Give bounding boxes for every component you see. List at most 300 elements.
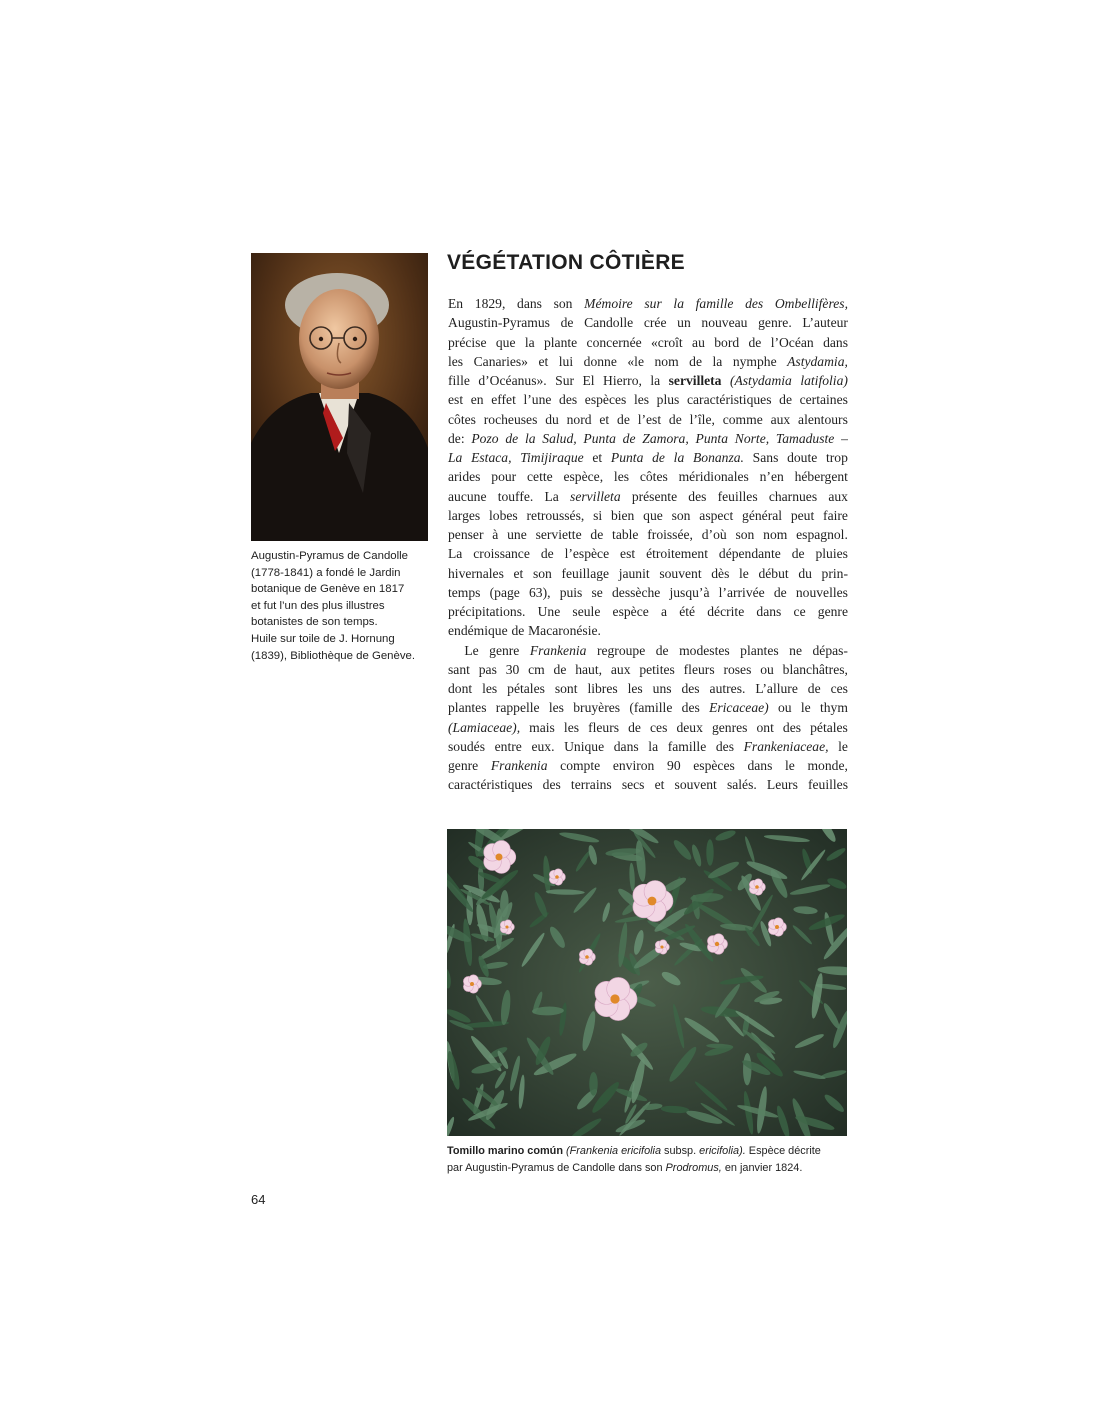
body-word: de: (448, 430, 465, 446)
body-word: donne (583, 353, 617, 369)
body-word: Macaronésie. (528, 623, 601, 639)
body-word: dépendante (718, 546, 781, 562)
body-word: sur (644, 296, 662, 311)
body-word: «croît (650, 334, 683, 350)
body-word: cm (528, 661, 545, 677)
body-word: autres. (709, 681, 746, 696)
body-word: (Lamiaceae), (448, 719, 521, 735)
body-word: aux (610, 661, 631, 677)
body-word: seule (572, 604, 601, 619)
body-word: un (677, 315, 691, 331)
photo-image (447, 829, 847, 1136)
body-word: et (654, 777, 665, 793)
body-word: a (660, 604, 668, 619)
body-word: des (688, 488, 707, 504)
photo-caption-segment: ericifolia). (699, 1145, 746, 1157)
body-word: Leurs (766, 777, 798, 793)
body-word: genre (817, 604, 848, 619)
body-word: 1829, (474, 296, 506, 311)
body-word: le (838, 738, 848, 754)
body-line (448, 333, 848, 352)
body-word: terrains (570, 777, 612, 793)
body-word: genre (489, 642, 520, 658)
body-word: nord (566, 411, 592, 427)
body-word: décrite (707, 604, 745, 619)
body-word: secs (621, 777, 645, 793)
body-word: regroupe (596, 642, 646, 658)
body-word: de (622, 430, 636, 446)
body-word: servilleta (668, 373, 722, 388)
body-word: bord (714, 334, 740, 350)
body-word: caractéristiques (686, 392, 772, 408)
body-word: eux. (531, 738, 555, 754)
body-line (448, 410, 848, 429)
portrait-caption-line: Augustin-Pyramus de Candolle (251, 550, 409, 562)
body-word: effet (491, 392, 516, 408)
body-word: dépas- (812, 642, 848, 658)
body-word: de (617, 411, 630, 427)
body-word: l’une (523, 392, 552, 408)
body-word: libres (587, 681, 618, 696)
body-word: l’espèce (564, 546, 610, 562)
body-word: espèce (612, 604, 649, 619)
body-word: son (532, 565, 552, 581)
body-word: concernée (586, 334, 642, 350)
body-word: Zamora, (642, 430, 689, 446)
body-word: aux (770, 411, 791, 427)
body-word: Salud, (542, 430, 577, 446)
page-number: 64 (251, 1192, 266, 1207)
body-word: les (563, 719, 580, 735)
body-word: dont (448, 681, 473, 696)
body-word: les (548, 700, 564, 716)
body-word: L’auteur (802, 315, 848, 331)
body-line (448, 775, 848, 794)
body-word: méridionales (678, 469, 749, 485)
body-word: été (679, 604, 696, 619)
body-word: nymphe (732, 353, 777, 369)
body-word: début (758, 565, 789, 581)
body-word: lui (558, 353, 574, 369)
photo-caption-segment: en janvier 1824. (721, 1161, 803, 1174)
portrait-caption-line: et fut l’un des plus illustres (251, 599, 385, 612)
body-word: pour (491, 469, 517, 485)
body-word: Pozo (471, 430, 499, 446)
body-word: et (538, 353, 549, 369)
photo-caption-segment: Tomillo marino común (447, 1145, 563, 1157)
body-word: (page (489, 584, 520, 600)
portrait-caption-line: botanistes de son temps. (251, 616, 378, 629)
body-word: Mémoire (584, 296, 633, 311)
body-word: Candolle (584, 315, 634, 331)
body-line (448, 737, 848, 756)
body-word: de (791, 546, 805, 562)
body-word: Sur (555, 373, 575, 388)
body-word: Unique (564, 738, 605, 754)
body-word: des (745, 296, 764, 311)
body-word: trop (826, 450, 848, 465)
body-word: endémique (448, 623, 508, 639)
body-word: souvent (674, 777, 717, 793)
body-word: La (448, 450, 463, 465)
body-word: et (592, 450, 603, 465)
body-line (448, 602, 848, 621)
body-word: du (545, 411, 559, 427)
body-word: penser (448, 527, 484, 542)
body-line (448, 294, 848, 313)
body-word: plantes (740, 642, 779, 658)
body-word: puis (559, 584, 583, 600)
body-word: le (739, 565, 749, 581)
body-word: de (655, 642, 669, 658)
body-word: précise (448, 334, 487, 350)
body-line (448, 621, 848, 640)
body-word: ne (789, 642, 802, 658)
body-word: souvent (659, 565, 702, 581)
body-word: dans (823, 334, 848, 350)
body-word: de (560, 315, 574, 331)
body-word: précipitations. (448, 604, 526, 619)
portrait-caption-line: (1839), Bibliothèque de Genève. (251, 649, 416, 662)
body-word: genres (711, 719, 748, 735)
body-word: des (681, 681, 700, 696)
body-word: Bonanza. (692, 450, 744, 465)
body-word: 30 (505, 661, 520, 677)
body-word: dans (613, 738, 639, 754)
body-word: de (748, 334, 762, 350)
body-line (448, 525, 848, 544)
body-word: Frankeniaceae, (743, 738, 829, 754)
body-word: dans (756, 604, 782, 619)
body-word: Punta (695, 430, 728, 446)
body-line (448, 679, 848, 698)
body-word: Astydamia, (787, 353, 848, 369)
body-word: la (524, 334, 535, 350)
body-word: salés. (726, 777, 757, 793)
portrait-image (251, 253, 428, 541)
body-word: Frankenia (529, 642, 587, 658)
body-word: modestes (679, 642, 730, 658)
portrait-painting (251, 253, 428, 541)
body-word: en (470, 392, 484, 408)
body-word: de (807, 681, 821, 696)
body-word: Augustin-Pyramus (448, 315, 550, 331)
body-word: faire (823, 507, 848, 523)
body-word: genre. (758, 315, 792, 331)
body-word: son (553, 296, 573, 311)
body-word: compte (560, 758, 601, 773)
frankenia-flowers-photo (447, 829, 847, 1136)
body-word: froissée, (647, 527, 693, 542)
body-word: de (540, 546, 554, 562)
body-word: 90 (667, 758, 681, 773)
body-word: croissance (473, 546, 530, 562)
body-word: (Astydamia (729, 373, 792, 388)
body-line (448, 429, 848, 448)
body-word: plantes (448, 700, 487, 716)
body-line (448, 390, 848, 409)
body-word: l’est (637, 411, 662, 427)
body-word: nom (654, 353, 679, 369)
body-word: des (542, 777, 561, 793)
body-word: des (559, 392, 578, 408)
body-word: bruyères (573, 700, 621, 716)
body-word: de (779, 392, 792, 408)
body-word: environ (612, 758, 655, 773)
body-word: – (841, 430, 848, 446)
body-word: monde, (807, 758, 848, 773)
body-word: caractéristiques (448, 777, 533, 793)
body-word: au (692, 334, 705, 350)
body-word: des (715, 738, 734, 754)
body-word: Sans (752, 450, 779, 465)
body-word: ces (650, 719, 668, 735)
body-word: larges (448, 507, 481, 523)
body-word: est (448, 392, 464, 408)
body-word: feuilles (807, 777, 848, 793)
body-word: dès (711, 565, 730, 581)
body-word: que (495, 334, 516, 350)
body-word: Punta (610, 450, 644, 465)
body-word: des (681, 700, 700, 716)
body-line (448, 756, 848, 775)
portrait-caption-line: Huile sur toile de J. Hornung (251, 632, 395, 645)
body-word: espèce, (563, 469, 604, 485)
photo-caption-segment: Espèce décrite (745, 1145, 821, 1157)
body-word: certaines (799, 392, 848, 408)
body-word: aspect (699, 507, 734, 523)
body-word: retroussés, (526, 507, 585, 523)
body-word: hivernales (448, 565, 504, 581)
body-word: Norte, (734, 430, 770, 446)
body-word: servilleta (570, 488, 621, 504)
body-line (448, 467, 848, 486)
body-word: nouvelles (795, 584, 848, 600)
body-word: feuillage (561, 565, 610, 581)
body-word: dessèche (612, 584, 661, 600)
body-word: d’où (701, 527, 727, 542)
body-word: sont (554, 681, 578, 696)
body-line (448, 371, 848, 390)
body-word: plante (543, 334, 578, 350)
body-word: de (505, 430, 519, 446)
body-word: genre (448, 758, 479, 773)
body-line (448, 448, 848, 467)
body-word: le (800, 700, 811, 716)
body-word: de (668, 411, 682, 427)
body-word: pétales (810, 719, 848, 735)
body-line (448, 698, 848, 717)
body-word: de (689, 353, 702, 369)
leaf-shape (589, 1072, 598, 1096)
body-word: ou (777, 700, 792, 716)
body-word: ont (756, 719, 774, 735)
body-word: la (673, 296, 684, 311)
body-word: général (742, 507, 783, 523)
body-word: latifolia) (800, 373, 848, 388)
body-word: de (590, 527, 604, 542)
body-word: et (599, 411, 610, 427)
body-word: fleurs (683, 661, 715, 677)
body-word: présente (631, 488, 678, 504)
body-line (448, 506, 848, 525)
body-word: étroitement (646, 546, 708, 562)
body-word: Le (464, 642, 479, 658)
body-word: lobes (489, 507, 518, 523)
body-word: de (773, 584, 787, 600)
body-word: à (492, 527, 499, 542)
body-word: côtes (639, 469, 668, 485)
body-word: les (448, 353, 464, 369)
body-word: espagnol. (796, 527, 848, 542)
body-word: 63), (529, 584, 551, 600)
body-line (448, 718, 848, 737)
section-title: VÉGÉTATION CÔTIÈRE (447, 251, 685, 274)
body-word: famille (695, 296, 734, 311)
body-word: la (524, 430, 536, 446)
body-word: rocheuses (483, 411, 538, 427)
body-word: nom (763, 527, 788, 542)
body-line (448, 313, 848, 332)
body-word: Une (537, 604, 561, 619)
body-word: se (591, 584, 603, 600)
body-word: rappelle (495, 700, 540, 716)
body-word: table (612, 527, 639, 542)
body-word: touffe. (497, 488, 534, 504)
body-word: pétales (507, 681, 545, 696)
photo-caption (447, 1143, 849, 1176)
body-word: l’arrivée (718, 584, 765, 600)
body-line (448, 487, 848, 506)
body-word: la (648, 738, 659, 754)
body-word: espèces (693, 758, 735, 773)
body-word: aux (828, 488, 848, 504)
body-word: En (448, 296, 464, 311)
body-word: famille (667, 738, 707, 754)
body-word: et (513, 565, 524, 581)
body-word: Ericaceae) (709, 700, 769, 716)
body-word: El (582, 373, 595, 388)
body-word: ou (760, 661, 774, 677)
body-line (448, 544, 848, 563)
body-word: les (633, 392, 650, 408)
body-word: pluies (815, 546, 848, 562)
body-word: Canaries» (473, 353, 528, 369)
body-word: feuilles (717, 488, 758, 504)
body-word: Tamaduste (775, 430, 835, 446)
body-word: le (785, 758, 795, 773)
body-word: est (620, 546, 636, 562)
body-word: comme (722, 411, 763, 427)
body-word: Punta (583, 430, 616, 446)
body-line (448, 352, 848, 371)
body-word: cette (527, 469, 553, 485)
body-word: ces (830, 681, 848, 696)
portrait-caption-line: botanique de Genève en 1817 (251, 583, 405, 596)
body-word: la (673, 450, 685, 465)
body-word: si (593, 507, 603, 523)
body-word: jusqu’à (669, 584, 710, 600)
body-word: L’allure (755, 681, 798, 696)
body-word: les (613, 469, 630, 485)
body-word: une (507, 527, 527, 542)
body-word: serviette (535, 527, 582, 542)
body-word: «le (627, 353, 644, 369)
body-word: fille (448, 373, 470, 388)
body-word: la (650, 373, 661, 388)
portrait-caption-line: (1778-1841) a fondé le Jardin (251, 566, 401, 579)
body-word: des (782, 719, 802, 735)
body-word: crée (643, 315, 667, 331)
body-word: son (671, 507, 691, 523)
photo-caption-line (447, 1160, 849, 1177)
body-word: nouveau (701, 315, 748, 331)
body-word: de (628, 719, 641, 735)
body-word: l’Océan (770, 334, 814, 350)
body-word: mais (529, 719, 555, 735)
body-line (448, 641, 848, 660)
body-word: les (482, 681, 498, 696)
body-word: La (544, 488, 559, 504)
photo-caption-segment: par Augustin-Pyramus de Candolle dans son (447, 1161, 666, 1174)
body-word: n’en (759, 469, 784, 485)
body-word: pas (478, 661, 497, 677)
body-word: Frankenia (490, 758, 548, 773)
body-word: sant (448, 661, 470, 677)
body-text (448, 294, 848, 795)
body-word: haut, (575, 661, 603, 677)
body-word: Ombellifères, (774, 296, 848, 311)
body-word: son (735, 527, 755, 542)
body-word: aucune (448, 488, 487, 504)
body-word: la (712, 353, 723, 369)
body-word: entre (494, 738, 522, 754)
body-word: Hierro, (603, 373, 642, 388)
body-word: fleurs (588, 719, 620, 735)
body-word: deux (676, 719, 703, 735)
body-word: de (511, 623, 525, 639)
body-word: dans (517, 296, 542, 311)
body-word: ce (793, 604, 806, 619)
body-word: espèces (584, 392, 627, 408)
body-word: de (652, 450, 665, 465)
body-word: que (643, 507, 663, 523)
body-word: temps (448, 584, 481, 600)
body-word: du (798, 565, 812, 581)
body-word: d’Océanus». (478, 373, 547, 388)
body-word: thym (819, 700, 848, 716)
body-word: roses (723, 661, 752, 677)
body-line (448, 660, 848, 679)
body-word: hébergent (794, 469, 848, 485)
body-word: arides (448, 469, 481, 485)
body-word: prin- (821, 565, 848, 581)
body-word: soudés (448, 738, 486, 754)
photo-caption-line (447, 1143, 849, 1160)
photo-caption-segment: subsp. (661, 1145, 700, 1157)
body-word: La (448, 546, 463, 562)
body-word: blanchâtres, (782, 661, 848, 677)
body-word: charnues (768, 488, 818, 504)
body-word: les (627, 681, 643, 696)
body-word: plus (656, 392, 680, 408)
body-word: de (553, 661, 567, 677)
body-word: (famille (629, 700, 673, 716)
body-word: peut (790, 507, 815, 523)
body-word: bien (610, 507, 635, 523)
photo-caption-segment: (Frankenia ericifolia (566, 1145, 662, 1157)
body-word: dans (747, 758, 773, 773)
